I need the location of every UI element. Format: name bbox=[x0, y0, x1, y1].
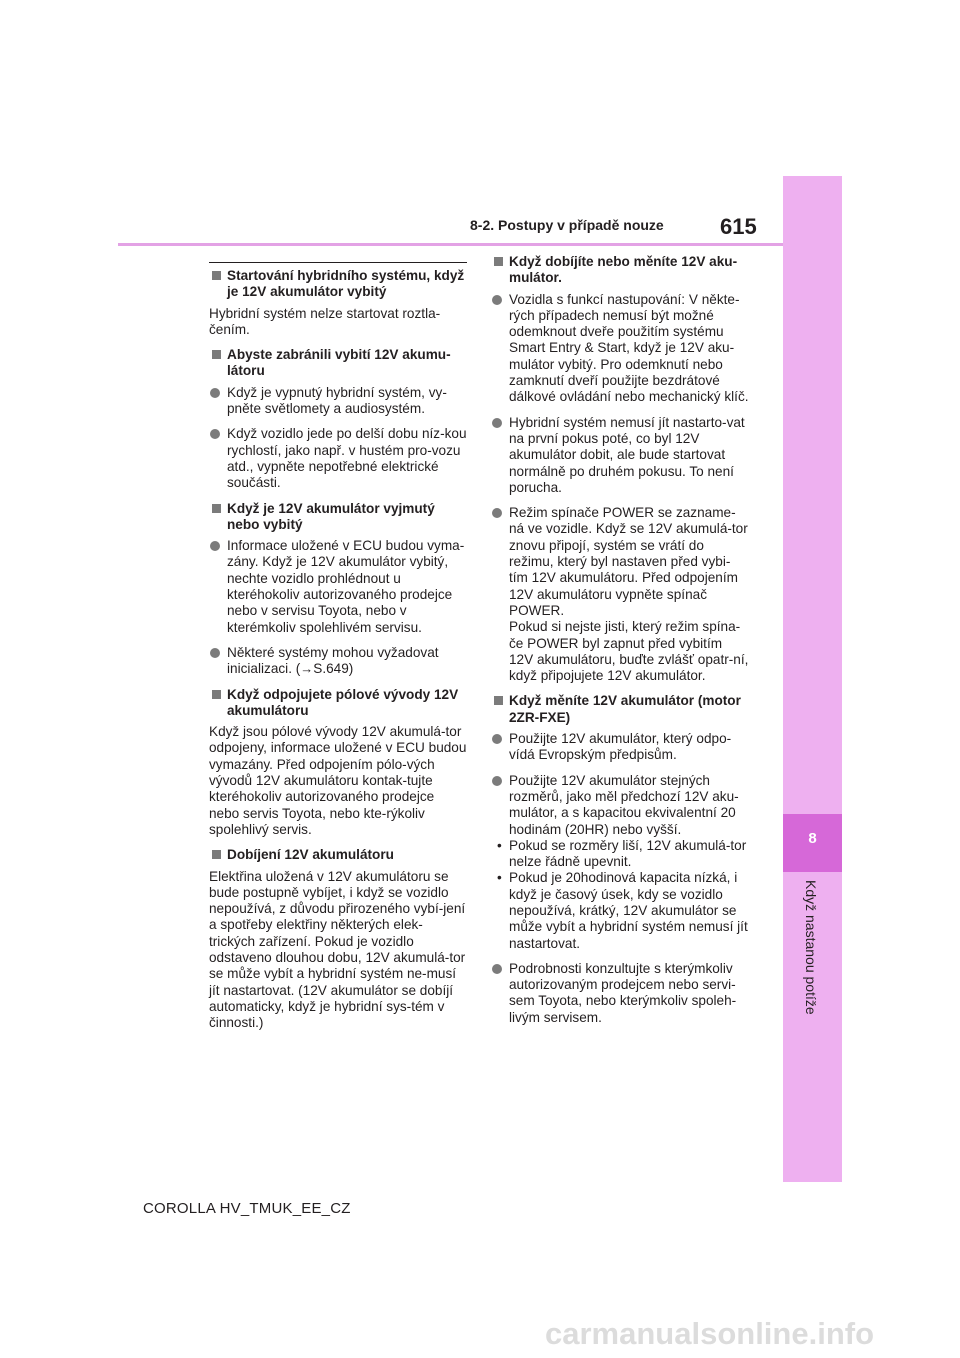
square-bullet-icon bbox=[494, 257, 503, 266]
paragraph: Hybridní systém nelze startovat roztla-čením. bbox=[209, 305, 441, 337]
bullet-item: Podrobnosti konzultujte s kterýmkoliv autorizovaným prodejcem nebo servi-sem Toyota, nebo kterýmkoliv spoleh-livým servisem. bbox=[491, 961, 749, 1026]
square-bullet-icon bbox=[212, 690, 221, 699]
bullet-item: Použijte 12V akumulátor, který odpo-vídá Evropským předpisům. bbox=[491, 731, 749, 764]
section-heading: Když odpojujete pólové vývody 12V akumulátoru bbox=[209, 687, 467, 720]
document-code: COROLLA HV_TMUK_EE_CZ bbox=[143, 1200, 351, 1217]
sub-bullet-item: • Pokud je 20hodinová kapacita nízká, i když je časový úsek, kdy se vozidlo nepoužívá, krátký, 12V akumulátor se může vybít a hybridní systém nemusí jít nastartovat. bbox=[497, 870, 748, 951]
square-bullet-icon bbox=[494, 696, 503, 705]
square-bullet-icon bbox=[212, 504, 221, 513]
circle-bullet-icon bbox=[210, 388, 220, 398]
section-heading: Dobíjení 12V akumulátoru bbox=[209, 847, 467, 863]
chapter-side-tab bbox=[783, 176, 842, 1182]
chapter-title: Když nastanou potíže bbox=[803, 880, 819, 1015]
bullet-item: Režim spínače POWER se zazname-ná ve vozidle. Když se 12V akumulá-tor znovu připojí, systém se vrátí do režimu, který byl nastaven před vybi-tím 12V akumulátoru. Před odpojením 12V akumulátoru vypněte spínač POWER. Pokud si nejste jisti, který režim spína-če POWER byl zapnut před vybitím 12V akumulátoru, buďte zvlášť opatr-ní, když připojujete 12V akumulátor. bbox=[491, 505, 749, 684]
section-heading: Když je 12V akumulátor vyjmutý nebo vybitý bbox=[209, 501, 467, 534]
circle-bullet-icon bbox=[210, 429, 220, 439]
circle-bullet-icon bbox=[492, 418, 502, 428]
square-bullet-icon bbox=[212, 350, 221, 359]
bullet-item: Když je vypnutý hybridní systém, vy-pněte světlomety a audiosystém. bbox=[209, 385, 467, 418]
page-reference-link[interactable]: S.649) bbox=[313, 661, 354, 677]
bullet-item: Když vozidlo jede po delší dobu níz-kou rychlostí, jako např. v hustém pro-vozu atd., vypněte nepotřebné elektrické součásti. bbox=[209, 426, 467, 491]
circle-bullet-icon bbox=[492, 776, 502, 786]
section-heading: Abyste zabránili vybití 12V akumu-látoru bbox=[209, 347, 467, 380]
section-title: 8-2. Postupy v případě nouze bbox=[470, 217, 664, 233]
chapter-number: 8 bbox=[808, 830, 817, 847]
bullet-item: Některé systémy mohou vyžadovat inicializaci. (→S.649) bbox=[209, 645, 467, 678]
section-heading: Když dobíjíte nebo měníte 12V aku-mulátor. bbox=[491, 254, 749, 287]
small-bullet-icon: • bbox=[497, 870, 502, 886]
circle-bullet-icon bbox=[210, 648, 220, 658]
square-bullet-icon bbox=[212, 850, 221, 859]
page-number: 615 bbox=[720, 214, 757, 239]
circle-bullet-icon bbox=[210, 541, 220, 551]
bullet-item: Hybridní systém nemusí jít nastarto-vat na první pokus poté, co byl 12V akumulátor dobit, ale bude startovat normálně po druhém pokusu. To není porucha. bbox=[491, 415, 749, 496]
circle-bullet-icon bbox=[492, 964, 502, 974]
left-column bbox=[209, 262, 467, 1040]
right-column bbox=[491, 254, 749, 1035]
bullet-item: Použijte 12V akumulátor stejných rozměrů, jako měl předchozí 12V aku-mulátor, a s kapacitou ekvivalentní 20 hodinám (20HR) nebo vyšší. bbox=[491, 773, 749, 838]
circle-bullet-icon bbox=[492, 734, 502, 744]
watermark: carmanualsonline.info bbox=[545, 1316, 875, 1351]
arrow-reference-icon: → bbox=[300, 661, 314, 677]
header-rule bbox=[118, 243, 783, 246]
bullet-item: Informace uložené v ECU budou vyma-zány. Když je 12V akumulátor vybitý, nechte vozidlo prohlédnout u kteréhokoliv autorizovaného prodejce nebo v servisu Toyota, nebo v kterémkoliv spolehlivém servisu. bbox=[209, 538, 467, 636]
paragraph: Když jsou pólové vývody 12V akumulá-tor odpojeny, informace uložené v ECU budou vymazány. Před odpojením pólo-vých vývodů 12V akumulátoru kontak-tujte kteréhokoliv autorizovaného prodejce nebo servis Toyota, nebo kte-rýkoliv spolehlivý servis. bbox=[209, 724, 467, 837]
square-bullet-icon bbox=[212, 271, 221, 280]
bullet-item: Vozidla s funkcí nastupování: V někte-rých případech nemusí být možné odemknout dveře použitím systému Smart Entry & Start, když je 12V aku-mulátor vybitý. Pro odemknutí nebo zamknutí dveří použijte bezdrátové dálkové ovládání nebo mechanický klíč. bbox=[491, 292, 749, 406]
section-heading: Když měníte 12V akumulátor (motor 2ZR-FXE) bbox=[491, 693, 749, 726]
small-bullet-icon: • bbox=[497, 837, 502, 853]
section-heading: Startování hybridního systému, když je 12V akumulátor vybitý bbox=[209, 268, 467, 301]
paragraph: Elektřina uložená v 12V akumulátoru se bude postupně vybíjet, i když se vozidlo nepoužívá, z důvodu přirozeného vybí-jení a spotřeby elektřiny některých elek-trických zařízení. Pokud je vozidlo odstaveno dlouhou dobu, 12V akumulá-tor se může vybít a hybridní systém ne-musí jít nastartovat. (12V akumulátor se dobíjí automaticky, když je hybridní sys-tém v činnosti.) bbox=[209, 868, 466, 1031]
circle-bullet-icon bbox=[492, 508, 502, 518]
circle-bullet-icon bbox=[492, 295, 502, 305]
sub-bullet-item: • Pokud se rozměry liší, 12V akumulá-tor nelze řádně upevnit. bbox=[497, 837, 747, 870]
